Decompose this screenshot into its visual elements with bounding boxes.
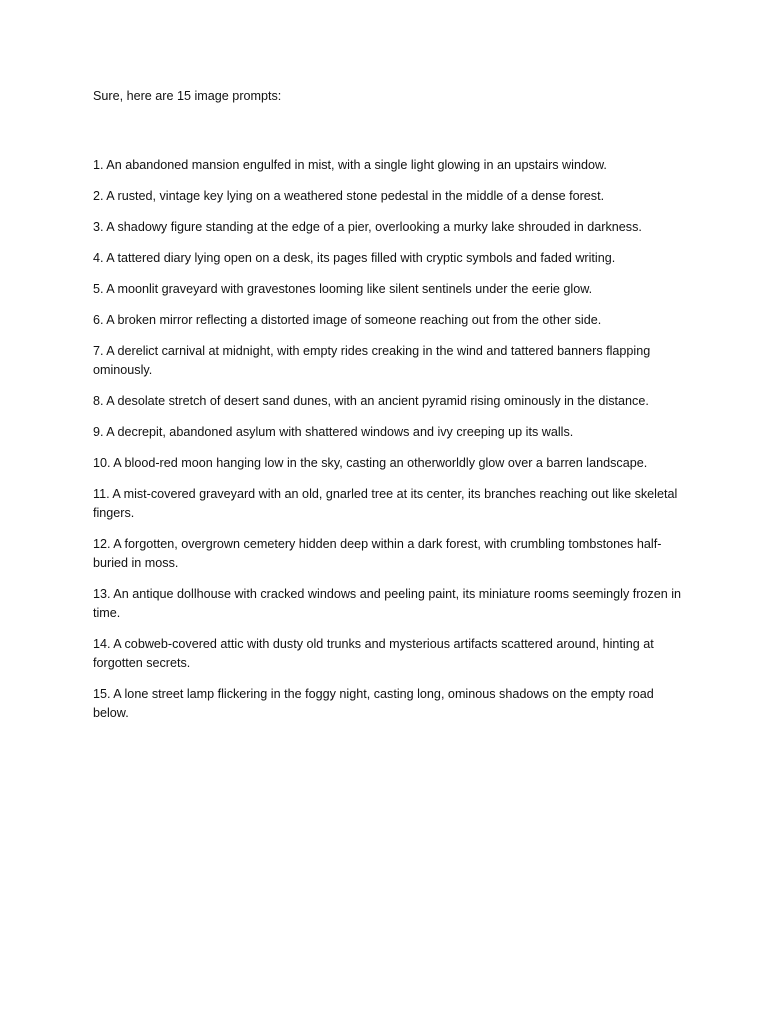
prompt-item: 7. A derelict carnival at midnight, with empty rides creaking in the wind and tattered banners flapping ominously. — [93, 344, 651, 377]
prompt-item: 11. A mist-covered graveyard with an old, gnarled tree at its center, its branches reaching out like skeletal fingers. — [93, 487, 678, 520]
prompt-item: 2. A rusted, vintage key lying on a weathered stone pedestal in the middle of a dense forest. — [93, 189, 605, 203]
prompt-item: 6. A broken mirror reflecting a distorted image of someone reaching out from the other side. — [93, 313, 602, 327]
prompt-item: 13. An antique dollhouse with cracked windows and peeling paint, its miniature rooms seemingly frozen in time. — [93, 587, 682, 620]
intro-line: Sure, here are 15 image prompts: — [93, 89, 282, 103]
prompt-item: 4. A tattered diary lying open on a desk, its pages filled with cryptic symbols and faded writing. — [93, 251, 616, 265]
prompt-item: 8. A desolate stretch of desert sand dunes, with an ancient pyramid rising ominously in the distance. — [93, 394, 649, 408]
prompt-item: 15. A lone street lamp flickering in the foggy night, casting long, ominous shadows on the empty road below. — [93, 687, 654, 720]
prompt-item: 3. A shadowy figure standing at the edge of a pier, overlooking a murky lake shrouded in darkness. — [93, 220, 642, 234]
document-body — [93, 87, 683, 735]
prompt-item: 9. A decrepit, abandoned asylum with shattered windows and ivy creeping up its walls. — [93, 425, 574, 439]
prompt-item: 5. A moonlit graveyard with gravestones looming like silent sentinels under the eerie glow. — [93, 282, 593, 296]
prompt-item: 14. A cobweb-covered attic with dusty old trunks and mysterious artifacts scattered around, hinting at forgotten secrets. — [93, 637, 654, 670]
prompt-item: 1. An abandoned mansion engulfed in mist, with a single light glowing in an upstairs window. — [93, 158, 607, 172]
prompt-list — [93, 156, 683, 723]
prompt-item: 12. A forgotten, overgrown cemetery hidden deep within a dark forest, with crumbling tombstones half-buried in moss. — [93, 537, 662, 570]
prompt-item: 10. A blood-red moon hanging low in the sky, casting an otherworldly glow over a barren landscape. — [93, 456, 648, 470]
